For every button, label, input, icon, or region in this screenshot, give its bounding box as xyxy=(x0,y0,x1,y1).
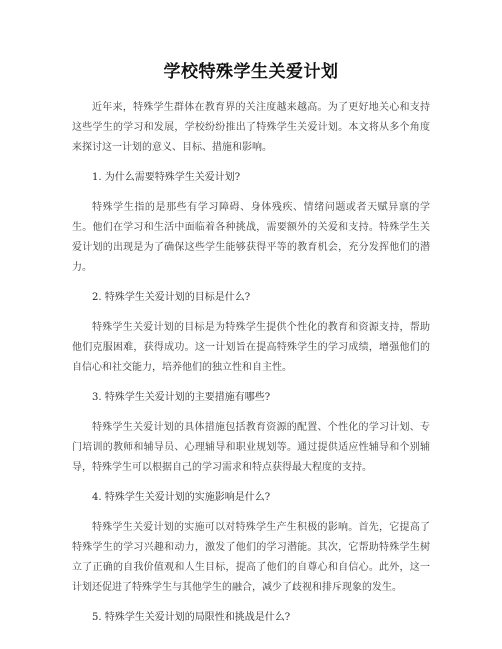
section-body-2: 特殊学生关爱计划的目标是为特殊学生提供个性化的教育和资源支持，帮助他们克服困难，获得成功。这一计划旨在提高特殊学生的学习成绩，增强他们的自信心和社交能力，培养他们的独立性和自主性。 xyxy=(72,322,430,373)
document-body xyxy=(72,98,430,628)
section-heading-5: 5. 特殊学生关爱计划的局限性和挑战是什么? xyxy=(92,612,291,623)
intro-paragraph: 近年来，特殊学生群体在教育界的关注度越来越高。为了更好地关心和支持这些学生的学习和发展，学校纷纷推出了特殊学生关爱计划。本文将从多个角度来探讨这一计划的意义、目标、措施和影响。 xyxy=(72,102,430,153)
section-body-3: 特殊学生关爱计划的具体措施包括教育资源的配置、个性化的学习计划、专门培训的教师和辅导员、心理辅导和职业规划等。通过提供适应性辅导和个别辅导，特殊学生可以根据自己的学习需求和特点获得最大程度的支持。 xyxy=(72,422,430,473)
section-body-4: 特殊学生关爱计划的实施可以对特殊学生产生积极的影响。首先，它提高了特殊学生的学习兴趣和动力，激发了他们的学习潜能。其次，它帮助特殊学生树立了正确的自我价值观和人生目标，提高了他们的自尊心和自信心。此外，这一计划还促进了特殊学生与其他学生的融合，减少了歧视和排斥现象的发生。 xyxy=(72,522,430,593)
section-heading-1: 1. 为什么需要特殊学生关爱计划? xyxy=(92,172,241,183)
section-heading-2: 2. 特殊学生关爱计划的目标是什么? xyxy=(92,292,251,303)
section-heading-4: 4. 特殊学生关爱计划的实施影响是什么? xyxy=(92,492,271,503)
document-title: 学校特殊学生关爱计划 xyxy=(163,62,339,82)
section-heading-3: 3. 特殊学生关爱计划的主要措施有哪些? xyxy=(92,392,271,403)
section-body-1: 特殊学生指的是那些有学习障碍、身体残疾、情绪问题或者天赋异禀的学生。他们在学习和生活中面临着各种挑战，需要额外的关爱和支持。特殊学生关爱计划的出现是为了确保这些学生能够获得平等的教育机会，充分发挥他们的潜力。 xyxy=(72,202,430,273)
